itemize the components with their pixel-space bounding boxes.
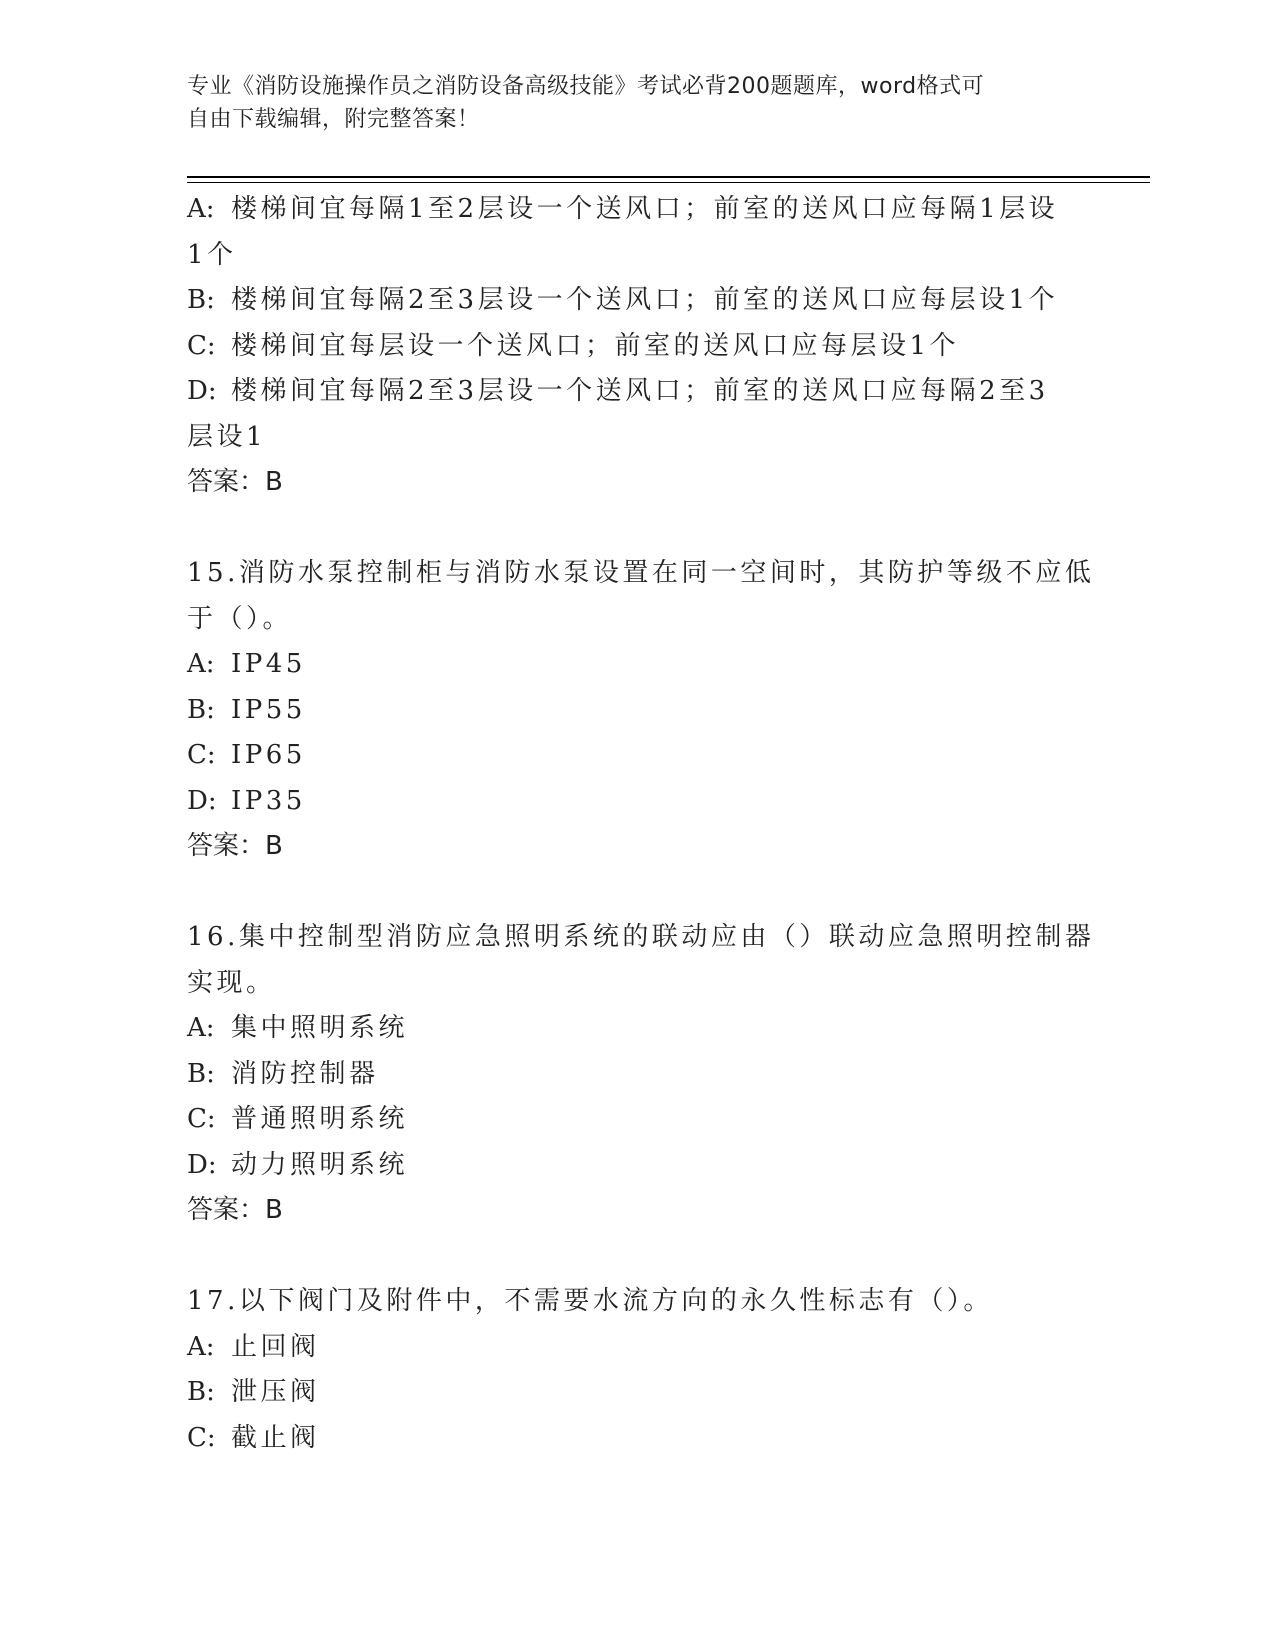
option-a: A: 止回阀: [187, 1331, 320, 1362]
spacer: [187, 870, 1087, 916]
option-a-continued: 1个: [187, 239, 237, 270]
question-stem-continued: 于（）。: [187, 603, 293, 634]
option-b: B: 泄压阀: [187, 1377, 320, 1407]
question-stem-continued: 实现。: [187, 967, 276, 998]
answer: 答案：B: [187, 1195, 283, 1225]
option-a: A: 楼梯间宜每隔1至2层设一个送风口；前室的送风口应每隔1层设: [187, 194, 1059, 224]
option-a: A: 集中照明系统: [187, 1013, 409, 1043]
option-c: C: 截止阀: [187, 1422, 320, 1453]
spacer: [187, 1234, 1087, 1280]
header-rule-thick: [187, 176, 1150, 178]
option-d-continued: 层设1: [187, 421, 267, 452]
option-b: B: IP55: [187, 694, 306, 725]
question-stem: 16.集中控制型消防应急照明系统的联动应由（）联动应急照明控制器: [187, 922, 1095, 952]
question-17: [187, 1279, 1087, 1461]
option-c: C: IP65: [187, 740, 306, 770]
option-a: A: IP45: [187, 649, 306, 679]
option-d: D: 楼梯间宜每隔2至3层设一个送风口；前室的送风口应每隔2至3: [187, 376, 1049, 406]
header-rule-thin: [187, 182, 1150, 183]
header-line-1: 专业《消防设施操作员之消防设备高级技能》考试必背200题题库，word格式可: [187, 74, 985, 99]
answer: 答案：B: [187, 467, 283, 497]
answer: 答案：B: [187, 831, 283, 861]
option-d: D: IP35: [187, 785, 306, 816]
question-15: [187, 551, 1095, 870]
option-c: C: 普通照明系统: [187, 1104, 409, 1134]
option-c: C: 楼梯间宜每层设一个送风口；前室的送风口应每层设1个: [187, 330, 960, 361]
question-list: [187, 187, 1095, 1461]
question-stem: 17.以下阀门及附件中，不需要水流方向的永久性标志有（）。: [187, 1286, 993, 1316]
question-stem: 15.消防水泵控制柜与消防水泵设置在同一空间时，其防护等级不应低: [187, 558, 1095, 588]
spacer: [187, 506, 1087, 552]
question-14: [187, 187, 1087, 506]
header-line-2: 自由下载编辑，附完整答案！: [187, 107, 480, 132]
question-16: [187, 915, 1095, 1234]
document-header: [187, 70, 1067, 136]
option-b: B: 楼梯间宜每隔2至3层设一个送风口；前室的送风口应每层设1个: [187, 285, 1059, 315]
option-d: D: 动力照明系统: [187, 1149, 409, 1180]
option-b: B: 消防控制器: [187, 1058, 379, 1089]
